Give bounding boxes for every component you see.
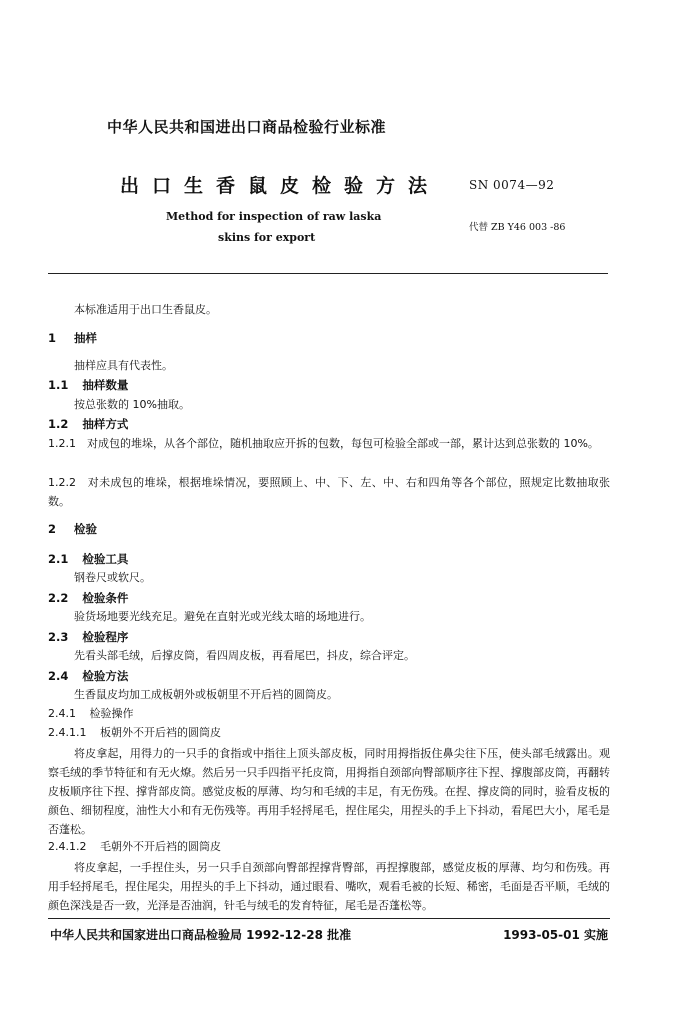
issuing-organization: 中华人民共和国进出口商品检验行业标准 [107,118,387,136]
section-title: 抽样方式 [82,417,129,431]
section-2-2-text: 验货场地要光线充足。避免在直射光或光线太暗的场地进行。 [74,610,371,623]
footer-rule [48,918,610,919]
section-2-heading [48,521,97,537]
effective-date: 1993-05-01 实施 [503,928,608,942]
section-2-1-text: 钢卷尺或软尺。 [74,571,151,584]
section-1-2-heading [48,416,128,432]
section-number: 1 [48,331,57,345]
section-number: 2.1 [48,552,69,566]
section-number: 2.2 [48,591,69,605]
section-2-4-1-1-heading [48,725,221,741]
clause-2-4-1-2-text [48,858,610,915]
section-number: 2.4.1.2 [48,840,87,853]
replaces-standard: 代替 ZB Y46 003 -86 [469,222,566,233]
header-rule [48,273,608,274]
section-number: 2 [48,522,57,536]
section-1-heading [48,330,97,346]
section-number: 1.1 [48,378,69,392]
document-title-cn: 出口生香鼠皮检验方法 [120,175,441,197]
section-title: 抽样 [74,331,98,345]
section-1-1-heading [48,377,128,393]
section-number: 2.4.1.1 [48,726,87,739]
clause-1-2-1: 1.2.1 对成包的堆垛，从各个部位，随机抽取应开拆的包数，每包可检验全部或一部，累计达到总张数的 10%。 [48,437,599,450]
section-number: 2.4 [48,669,69,683]
section-1-text: 抽样应具有代表性。 [74,359,173,372]
paragraph-text: 将皮拿起，用得力的一只手的食指或中指往上顶头部皮板，同时用拇指扳住鼻尖往下压，使头部毛绒露出。观察毛绒的季节特征和有无火燎。然后另一只手四指平托皮筒，用拇指自颈部向臀部顺序往下捏、撑腹部皮筒，再翻转皮板顺序往下捏、撑背部皮筒。感觉皮板的厚薄、均匀和毛绒的丰足，有无伤残。在捏、撑皮筒的同时，验看皮板的颜色、细韧程度，油性大小和有无伤残等。再用手轻捋尾毛，捏住尾尖，用捏头的手上下抖动，看尾巴大小，尾毛是否蓬松。 [48,747,610,836]
section-2-4-text: 生香鼠皮均加工成板朝外或板朝里不开后裆的圆筒皮。 [74,688,338,701]
section-number: 2.3 [48,630,69,644]
section-2-1-heading [48,551,128,567]
paragraph-text: 将皮拿起，一手捏住头，另一只手自颈部向臀部捏撑背臀部，再捏撑腹部，感觉皮板的厚薄、均匀和伤残。再用手轻捋尾毛，捏住尾尖，用捏头的手上下抖动，通过眼看、嘴吹，观看毛被的长短、稀密，毛面是否平顺，毛绒的颜色深浅是否一致，光泽是否油润，针毛与绒毛的发育特征，尾毛是否蓬松等。 [48,861,610,912]
section-title: 检验程序 [82,630,129,644]
clause-2-4-1-1-text [48,744,610,839]
scope-text: 本标准适用于出口生香鼠皮。 [74,303,217,316]
section-2-2-heading [48,590,128,606]
section-title: 检验方法 [82,669,129,683]
section-number: 1.2 [48,417,69,431]
section-title: 毛朝外不开后裆的圆筒皮 [99,840,221,853]
section-title: 检验 [74,522,98,536]
standard-code: SN 0074—92 [469,178,555,192]
section-title: 板朝外不开后裆的圆筒皮 [99,726,221,739]
section-2-3-text: 先看头部毛绒，后撑皮筒，看四周皮板，再看尾巴，抖皮，综合评定。 [74,649,415,662]
approval-line: 中华人民共和国家进出口商品检验局 1992-12-28 批准 [50,928,352,942]
section-2-4-heading [48,668,128,684]
section-title: 检验条件 [82,591,129,605]
clause-1-2-2: 1.2.2 对未成包的堆垛，根据堆垛情况，要照顾上、中、下、左、中、右和四角等各个部位，照规定比数抽取张数。 [48,476,610,508]
section-2-4-1-2-heading [48,839,221,855]
section-title: 检验操作 [89,707,134,720]
section-title: 检验工具 [82,552,129,566]
document-title-en-line2: skins for export [218,231,316,244]
section-number: 2.4.1 [48,707,76,720]
section-title: 抽样数量 [82,378,129,392]
document-title-en-line1: Method for inspection of raw laska [166,210,382,223]
section-1-1-text: 按总张数的 10%抽取。 [74,398,190,411]
section-2-4-1-heading [48,706,134,722]
section-2-3-heading [48,629,128,645]
